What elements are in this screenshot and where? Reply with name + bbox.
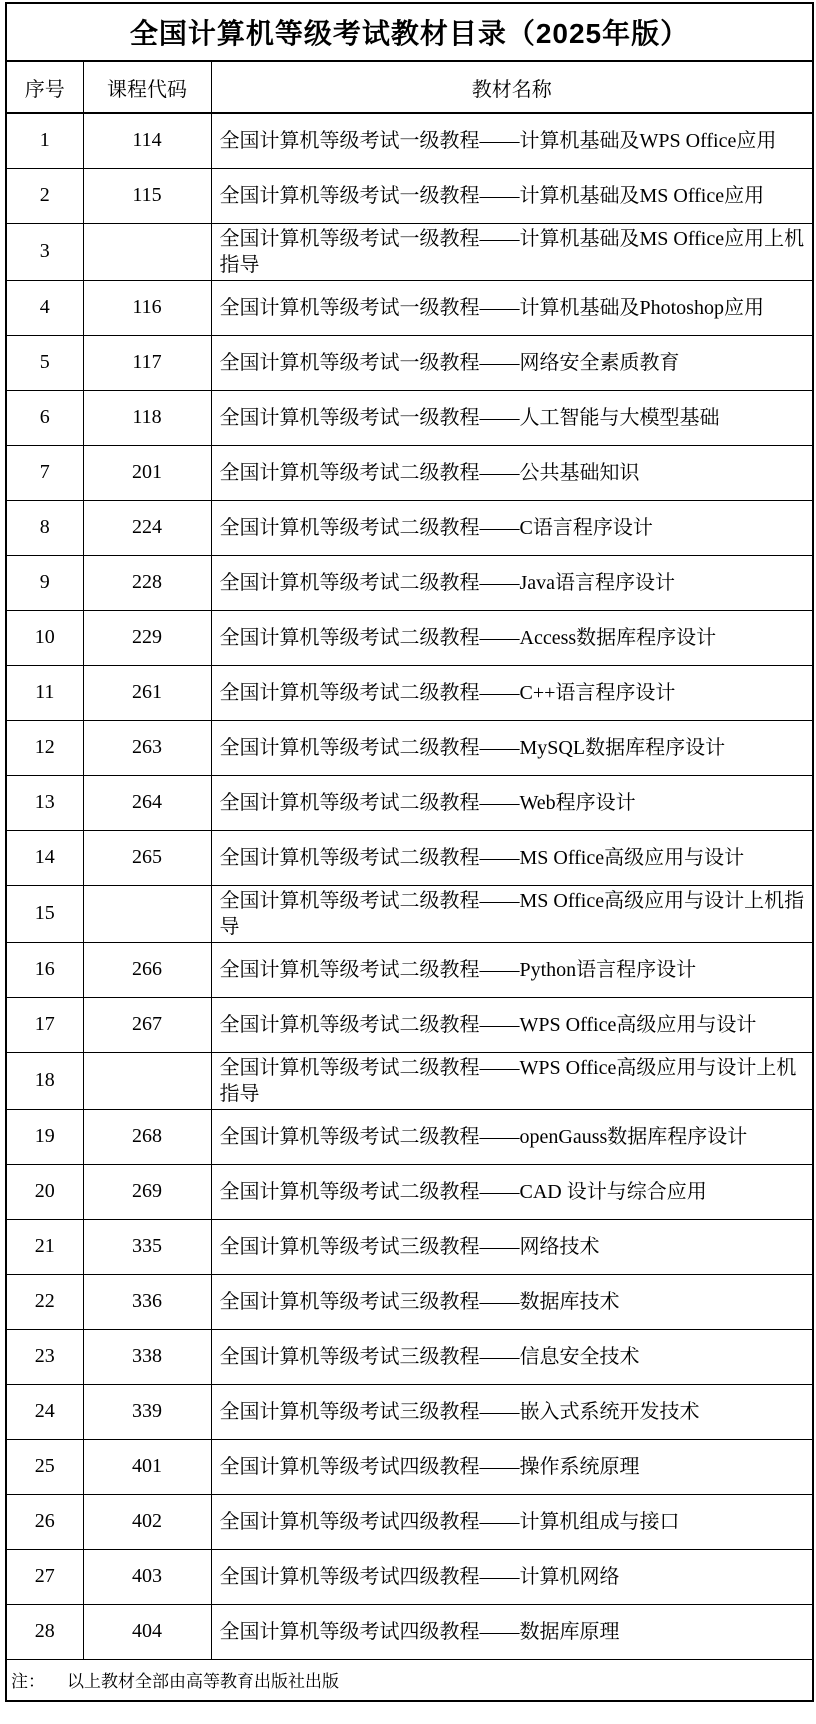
table-row bbox=[6, 335, 813, 390]
row-number-cell: 7 bbox=[6, 445, 83, 500]
course-code-cell: 266 bbox=[83, 942, 211, 997]
textbook-name-cell: 全国计算机等级考试四级教程——数据库原理 bbox=[211, 1604, 813, 1659]
row-number-cell: 19 bbox=[6, 1109, 83, 1164]
table-row bbox=[6, 223, 813, 280]
textbook-name-cell: 全国计算机等级考试四级教程——计算机组成与接口 bbox=[211, 1494, 813, 1549]
course-code-cell: 268 bbox=[83, 1109, 211, 1164]
row-number-cell: 6 bbox=[6, 390, 83, 445]
course-code-cell bbox=[83, 223, 211, 280]
course-code-cell: 264 bbox=[83, 775, 211, 830]
course-code-cell: 265 bbox=[83, 830, 211, 885]
course-code-cell: 224 bbox=[83, 500, 211, 555]
row-number-cell: 27 bbox=[6, 1549, 83, 1604]
course-code-cell: 201 bbox=[83, 445, 211, 500]
row-number-cell: 13 bbox=[6, 775, 83, 830]
textbook-name-cell: 全国计算机等级考试二级教程——CAD 设计与综合应用 bbox=[211, 1164, 813, 1219]
textbook-name-cell: 全国计算机等级考试一级教程——计算机基础及MS Office应用 bbox=[211, 168, 813, 223]
textbook-name-cell: 全国计算机等级考试二级教程——Python语言程序设计 bbox=[211, 942, 813, 997]
course-code-cell: 269 bbox=[83, 1164, 211, 1219]
course-code-cell: 263 bbox=[83, 720, 211, 775]
textbook-name-cell: 全国计算机等级考试二级教程——公共基础知识 bbox=[211, 445, 813, 500]
row-number-cell: 3 bbox=[6, 223, 83, 280]
course-code-cell: 339 bbox=[83, 1384, 211, 1439]
column-header-textbook-name: 教材名称 bbox=[211, 61, 813, 113]
course-code-cell: 401 bbox=[83, 1439, 211, 1494]
course-code-cell: 403 bbox=[83, 1549, 211, 1604]
row-number-cell: 9 bbox=[6, 555, 83, 610]
table-row bbox=[6, 830, 813, 885]
textbook-name-cell: 全国计算机等级考试一级教程——计算机基础及WPS Office应用 bbox=[211, 113, 813, 168]
table-note bbox=[6, 1659, 813, 1701]
table-row bbox=[6, 1329, 813, 1384]
textbook-name-cell: 全国计算机等级考试一级教程——计算机基础及MS Office应用上机指导 bbox=[211, 223, 813, 280]
table-row bbox=[6, 720, 813, 775]
table-row bbox=[6, 1219, 813, 1274]
table-row bbox=[6, 1164, 813, 1219]
table-row bbox=[6, 390, 813, 445]
course-code-cell: 114 bbox=[83, 113, 211, 168]
textbook-catalog-table bbox=[5, 2, 814, 1702]
course-code-cell: 402 bbox=[83, 1494, 211, 1549]
row-number-cell: 26 bbox=[6, 1494, 83, 1549]
textbook-name-cell: 全国计算机等级考试二级教程——WPS Office高级应用与设计 bbox=[211, 997, 813, 1052]
textbook-name-cell: 全国计算机等级考试二级教程——WPS Office高级应用与设计上机指导 bbox=[211, 1052, 813, 1109]
table-row bbox=[6, 997, 813, 1052]
row-number-cell: 2 bbox=[6, 168, 83, 223]
table-row bbox=[6, 445, 813, 500]
textbook-name-cell: 全国计算机等级考试三级教程——网络技术 bbox=[211, 1219, 813, 1274]
row-number-cell: 24 bbox=[6, 1384, 83, 1439]
row-number-cell: 15 bbox=[6, 885, 83, 942]
row-number-cell: 14 bbox=[6, 830, 83, 885]
page-title: 全国计算机等级考试教材目录（2025年版） bbox=[6, 3, 813, 61]
textbook-name-cell: 全国计算机等级考试四级教程——操作系统原理 bbox=[211, 1439, 813, 1494]
course-code-cell bbox=[83, 1052, 211, 1109]
row-number-cell: 21 bbox=[6, 1219, 83, 1274]
textbook-name-cell: 全国计算机等级考试三级教程——嵌入式系统开发技术 bbox=[211, 1384, 813, 1439]
course-code-cell: 261 bbox=[83, 665, 211, 720]
row-number-cell: 1 bbox=[6, 113, 83, 168]
textbook-name-cell: 全国计算机等级考试二级教程——Web程序设计 bbox=[211, 775, 813, 830]
row-number-cell: 11 bbox=[6, 665, 83, 720]
table-row bbox=[6, 1384, 813, 1439]
row-number-cell: 17 bbox=[6, 997, 83, 1052]
course-code-cell: 229 bbox=[83, 610, 211, 665]
textbook-name-cell: 全国计算机等级考试二级教程——Access数据库程序设计 bbox=[211, 610, 813, 665]
table-row bbox=[6, 775, 813, 830]
textbook-name-cell: 全国计算机等级考试四级教程——计算机网络 bbox=[211, 1549, 813, 1604]
table-row bbox=[6, 1549, 813, 1604]
table-row bbox=[6, 1052, 813, 1109]
column-header-course-code: 课程代码 bbox=[83, 61, 211, 113]
column-header-no: 序号 bbox=[6, 61, 83, 113]
course-code-cell: 404 bbox=[83, 1604, 211, 1659]
textbook-name-cell: 全国计算机等级考试一级教程——网络安全素质教育 bbox=[211, 335, 813, 390]
note-row bbox=[6, 1659, 813, 1701]
row-number-cell: 12 bbox=[6, 720, 83, 775]
course-code-cell: 336 bbox=[83, 1274, 211, 1329]
table-row bbox=[6, 942, 813, 997]
table-row bbox=[6, 555, 813, 610]
course-code-cell: 228 bbox=[83, 555, 211, 610]
row-number-cell: 25 bbox=[6, 1439, 83, 1494]
row-number-cell: 18 bbox=[6, 1052, 83, 1109]
note-label: 注： bbox=[11, 1672, 45, 1692]
course-code-cell: 267 bbox=[83, 997, 211, 1052]
textbook-name-cell: 全国计算机等级考试三级教程——信息安全技术 bbox=[211, 1329, 813, 1384]
row-number-cell: 8 bbox=[6, 500, 83, 555]
textbook-name-cell: 全国计算机等级考试一级教程——计算机基础及Photoshop应用 bbox=[211, 280, 813, 335]
textbook-name-cell: 全国计算机等级考试三级教程——数据库技术 bbox=[211, 1274, 813, 1329]
textbook-name-cell: 全国计算机等级考试二级教程——MS Office高级应用与设计上机指导 bbox=[211, 885, 813, 942]
course-code-cell: 116 bbox=[83, 280, 211, 335]
course-code-cell: 117 bbox=[83, 335, 211, 390]
course-code-cell: 115 bbox=[83, 168, 211, 223]
table-row bbox=[6, 665, 813, 720]
table-row bbox=[6, 1109, 813, 1164]
course-code-cell: 338 bbox=[83, 1329, 211, 1384]
table-row bbox=[6, 885, 813, 942]
textbook-name-cell: 全国计算机等级考试一级教程——人工智能与大模型基础 bbox=[211, 390, 813, 445]
table-row bbox=[6, 168, 813, 223]
row-number-cell: 5 bbox=[6, 335, 83, 390]
title-row bbox=[6, 3, 813, 61]
textbook-name-cell: 全国计算机等级考试二级教程——Java语言程序设计 bbox=[211, 555, 813, 610]
textbook-name-cell: 全国计算机等级考试二级教程——MySQL数据库程序设计 bbox=[211, 720, 813, 775]
row-number-cell: 20 bbox=[6, 1164, 83, 1219]
textbook-name-cell: 全国计算机等级考试二级教程——C++语言程序设计 bbox=[211, 665, 813, 720]
row-number-cell: 10 bbox=[6, 610, 83, 665]
note-text: 以上教材全部由高等教育出版社出版 bbox=[67, 1672, 339, 1692]
row-number-cell: 4 bbox=[6, 280, 83, 335]
row-number-cell: 28 bbox=[6, 1604, 83, 1659]
table-row bbox=[6, 1439, 813, 1494]
textbook-name-cell: 全国计算机等级考试二级教程——openGauss数据库程序设计 bbox=[211, 1109, 813, 1164]
table-row bbox=[6, 1604, 813, 1659]
course-code-cell: 335 bbox=[83, 1219, 211, 1274]
table-row bbox=[6, 280, 813, 335]
table-body bbox=[6, 113, 813, 1659]
textbook-name-cell: 全国计算机等级考试二级教程——MS Office高级应用与设计 bbox=[211, 830, 813, 885]
table-row bbox=[6, 1274, 813, 1329]
row-number-cell: 23 bbox=[6, 1329, 83, 1384]
table-row bbox=[6, 610, 813, 665]
table-row bbox=[6, 1494, 813, 1549]
course-code-cell: 118 bbox=[83, 390, 211, 445]
row-number-cell: 22 bbox=[6, 1274, 83, 1329]
row-number-cell: 16 bbox=[6, 942, 83, 997]
table-row bbox=[6, 500, 813, 555]
column-header-row bbox=[6, 61, 813, 113]
textbook-name-cell: 全国计算机等级考试二级教程——C语言程序设计 bbox=[211, 500, 813, 555]
course-code-cell bbox=[83, 885, 211, 942]
table-row bbox=[6, 113, 813, 168]
